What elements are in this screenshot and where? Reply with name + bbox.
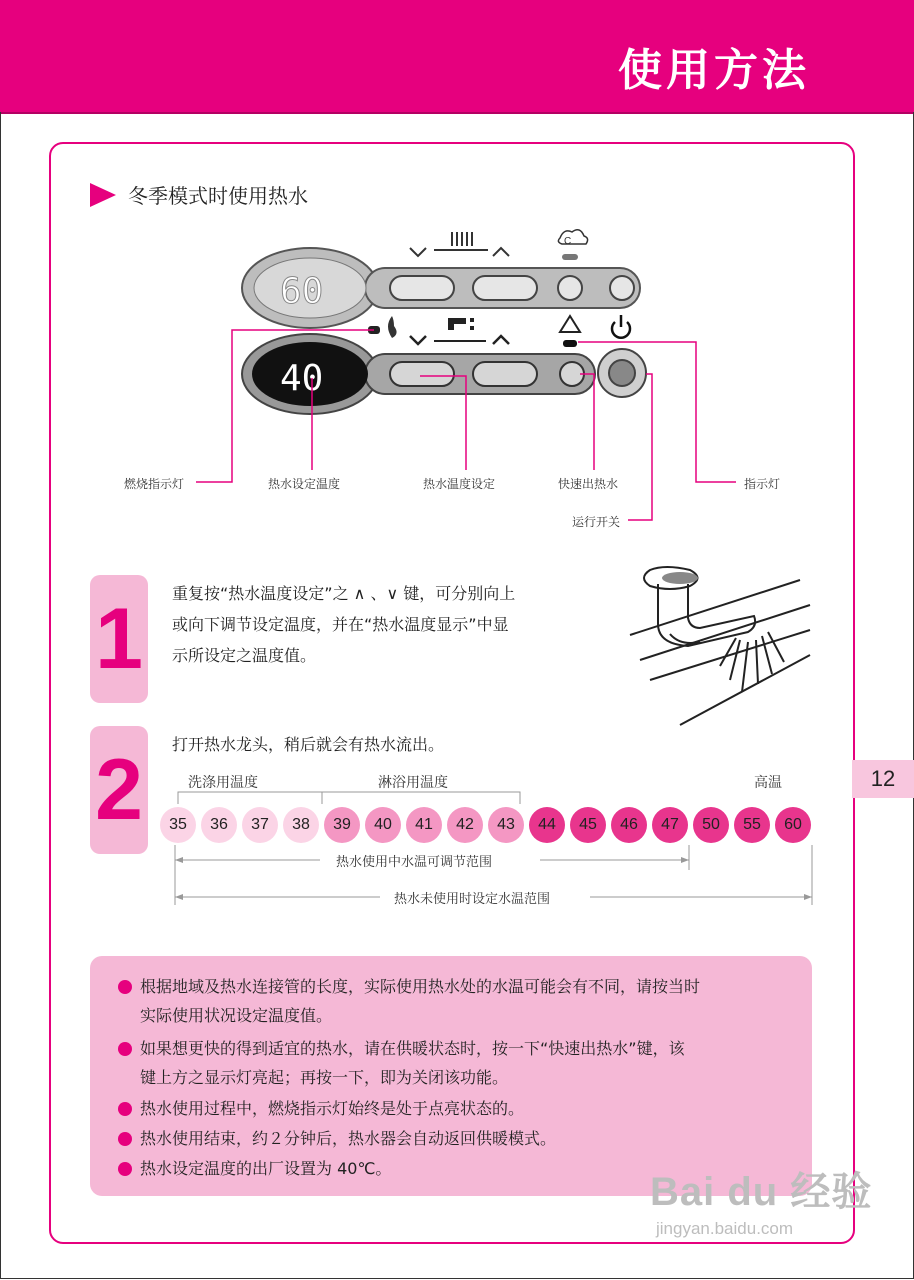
bullet-dot-icon <box>118 1162 132 1176</box>
section-title: 冬季模式时使用热水 <box>128 184 308 208</box>
bullet-dot-icon <box>118 1042 132 1056</box>
step-number-1: 1 <box>90 575 148 703</box>
step-number-2: 2 <box>90 726 148 854</box>
chevron-down-icon <box>410 248 426 256</box>
note-item <box>140 1094 800 1123</box>
page-title: 使用方法 <box>618 45 810 96</box>
bullet-dot-icon <box>118 1102 132 1116</box>
warning-flame-icon <box>560 316 580 347</box>
temp-value: 45 <box>570 807 606 843</box>
step-1-line: 示所设定之温度值。 <box>172 646 317 665</box>
note-line: 热水设定温度的出厂设置为 40℃。 <box>140 1159 392 1178</box>
temp-value: 43 <box>488 807 524 843</box>
callout-power-switch: 运行开关 <box>572 515 621 529</box>
label-washing-temp: 洗涤用温度 <box>188 775 258 791</box>
label-bathing-temp: 淋浴用温度 <box>378 775 448 791</box>
label-range-not-in-use: 热水未使用时设定水温范围 <box>394 892 551 907</box>
temp-value: 47 <box>652 807 688 843</box>
step-1-line: 或向下调节设定温度，并在“热水温度显示”中显 <box>172 615 509 634</box>
eco-mode-icon <box>558 230 587 260</box>
power-icon <box>612 315 630 338</box>
baidu-watermark <box>650 1160 872 1239</box>
chevron-up-icon <box>493 248 509 256</box>
chevron-down-icon <box>410 336 426 344</box>
temp-value: 38 <box>283 807 319 843</box>
callout-hot-water-temp-set: 热水设定温度 <box>268 477 341 491</box>
bullet-dot-icon <box>118 1132 132 1146</box>
temp-value: 60 <box>775 807 811 843</box>
note-line: 如果想更快的得到适宜的热水，请在供暖状态时，按一下“快速出热水”键，该 <box>140 1039 685 1058</box>
label-high-temp: 高温 <box>754 775 782 791</box>
temp-value: 40 <box>365 807 401 843</box>
temp-value: 50 <box>693 807 729 843</box>
note-line: 根据地域及热水连接管的长度，实际使用热水处的水温可能会有不同，请按当时 <box>140 977 701 996</box>
page-number: 12 <box>852 760 914 798</box>
step-2-text: 打开热水龙头，稍后就会有热水流出。 <box>172 735 445 754</box>
radiator-icon <box>434 232 488 250</box>
note-line: 热水使用结束，约２分钟后，热水器会自动返回供暖模式。 <box>140 1129 557 1148</box>
temp-value: 37 <box>242 807 278 843</box>
temp-value: 46 <box>611 807 647 843</box>
note-item <box>140 1034 800 1092</box>
bullet-dot-icon <box>118 980 132 994</box>
temp-value: 55 <box>734 807 770 843</box>
callout-indicator: 指示灯 <box>744 477 781 491</box>
temp-value: 39 <box>324 807 360 843</box>
temp-value: 41 <box>406 807 442 843</box>
callout-hot-water-temp-adjust: 热水温度设定 <box>423 477 496 491</box>
svg-text:C: C <box>564 236 572 247</box>
watermark-sub: jingyan.baidu.com <box>656 1219 794 1238</box>
step-1-line: 重复按“热水温度设定”之 ∧ 、∨ 键，可分别向上 <box>172 584 516 603</box>
flame-icon <box>388 316 397 338</box>
temp-value: 42 <box>447 807 483 843</box>
chevron-up-icon <box>493 336 509 344</box>
temperature-scale <box>160 807 811 843</box>
temp-value: 36 <box>201 807 237 843</box>
temp-value: 35 <box>160 807 196 843</box>
faucet-illustration <box>610 560 820 735</box>
control-panel-diagram <box>0 0 914 540</box>
note-item <box>140 1124 800 1153</box>
temp-value: 44 <box>529 807 565 843</box>
faucet-icon <box>434 318 486 342</box>
note-line: 实际使用状况设定温度值。 <box>140 1006 333 1025</box>
callout-quick-hot-water: 快速出热水 <box>558 477 619 491</box>
label-range-in-use: 热水使用中水温可调节范围 <box>336 855 493 870</box>
hot-water-temp-display: 40 <box>280 358 324 399</box>
note-line: 键上方之显示灯亮起；再按一下，即为关闭该功能。 <box>140 1068 509 1087</box>
step-1-text <box>172 578 515 671</box>
callout-burn-indicator: 燃烧指示灯 <box>124 477 185 491</box>
heating-temp-display: 60 <box>280 271 324 312</box>
note-line: 热水使用过程中，燃烧指示灯始终是处于点亮状态的。 <box>140 1099 525 1118</box>
watermark-main: Bai du 经验 <box>650 1170 873 1214</box>
note-item <box>140 972 800 1030</box>
